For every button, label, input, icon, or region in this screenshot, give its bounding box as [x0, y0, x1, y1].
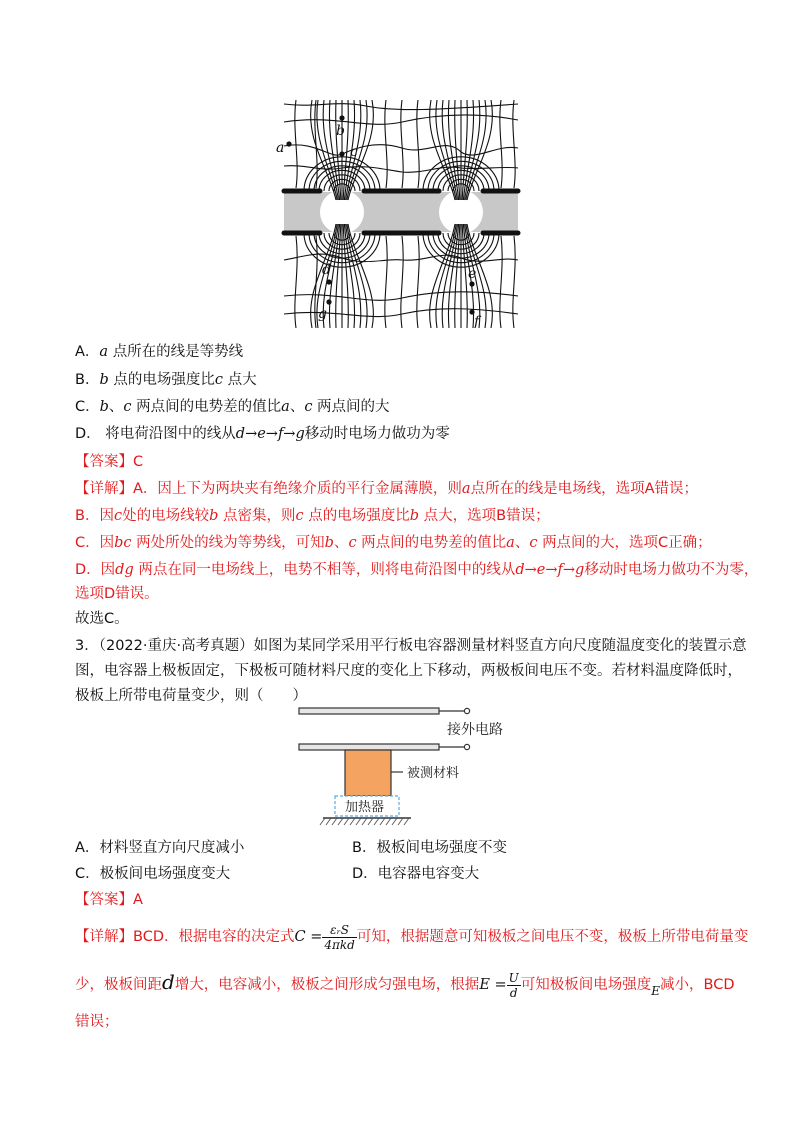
q2-option-d: D． 将电荷沿图中的线从d→e→f→g移动时电场力做功为零	[75, 426, 450, 442]
q2-detail-line-4: D．因dg 两点在同一电场线上，电势不相等，则将电荷沿图中的线从d→e→f→g移动时电场力做功不为零，	[75, 562, 759, 578]
q2-detail-line-1: 【详解】A．因上下为两块夹有绝缘介质的平行金属薄膜，则a点所在的线是电场线，选项A错误；	[75, 481, 698, 497]
field-formula-fraction: $\frac{U}{d}$	[508, 970, 519, 1000]
q2-answer: 【答案】C	[75, 454, 144, 470]
terminal-top	[464, 708, 469, 713]
q3-stem-line-1: 3．（2022·重庆·高考真题）如图为某同学采用平行板电容器测量材料竖直方向尺度随温度变化的装置示意	[75, 638, 747, 654]
point-label-f: f	[474, 314, 480, 328]
q3-option-c: C．极板间电场强度变大	[75, 866, 231, 882]
label-heater: 加热器	[345, 800, 385, 815]
q3-option-d: D．电容器电容变大	[352, 866, 480, 882]
q3-stem-line-3: 极板上所带电荷量变少，则（ ）	[75, 688, 307, 704]
q2-detail-line-2: B．因c处的电场线较b 点密集，则c 点的电场强度比b 点大，选项B错误；	[75, 508, 550, 524]
q3-stem-line-2: 图，电容器上极板固定，下极板可随材料尺度的变化上下移动，两极板间电压不变。若材料温度降低时，	[75, 663, 742, 679]
q2-detail-line-5: 选项D错误。	[75, 586, 159, 602]
q2-option-c: C．b、c 两点间的电势差的值比a、c 两点间的大	[75, 399, 390, 415]
upper-plate	[299, 708, 439, 714]
point-label-b: b	[336, 123, 345, 139]
q3-detail-line-2: 少，极板间距d增大，电容减小，极板之间形成匀强电场，根据E = $\frac{U}{d}$ 可知极板间电场强度$_E$减小，BCD	[75, 970, 735, 1000]
q3-detail-line-3: 错误；	[75, 1014, 119, 1030]
terminal-bottom	[464, 744, 469, 749]
q3-answer: 【答案】A	[75, 892, 143, 908]
q3-option-b: B．极板间电场强度不变	[352, 840, 507, 856]
label-external-circuit: 接外电路	[447, 722, 503, 738]
q3-option-a: A．材料竖直方向尺度减小	[75, 840, 245, 856]
lower-plate	[299, 744, 439, 750]
label-tested-material: 被测材料	[407, 766, 460, 781]
field-line-figure	[276, 100, 522, 328]
q2-detail-line-3: C．因bc 两处所处的线为等势线，可知b、c 两点间的电势差的值比a、c 两点间的大，选项C正确；	[75, 535, 712, 551]
point-label-g: g	[318, 306, 327, 322]
q2-conclusion: 故选C。	[75, 611, 129, 627]
point-label-e: e	[468, 266, 477, 282]
capacitance-formula-fraction: $\frac{\text{εᵣS}}{\text{4πkd}}$	[324, 922, 355, 952]
tested-material	[345, 750, 391, 796]
point-label-a: a	[276, 140, 285, 156]
q3-detail-line-1: 【详解】BCD．根据电容的决定式C = $\frac{\text{εᵣS}}{\text{4πkd}}$ 可知，根据题意可知极板之间电压不变，极板上所带电荷量变	[75, 922, 749, 952]
q2-option-b: B．b 点的电场强度比c 点大	[75, 372, 257, 388]
point-label-c: c	[350, 144, 358, 160]
q2-option-a: A．a 点所在的线是等势线	[75, 344, 244, 360]
capacitor-figure	[295, 704, 515, 832]
point-label-d: d	[322, 262, 331, 278]
